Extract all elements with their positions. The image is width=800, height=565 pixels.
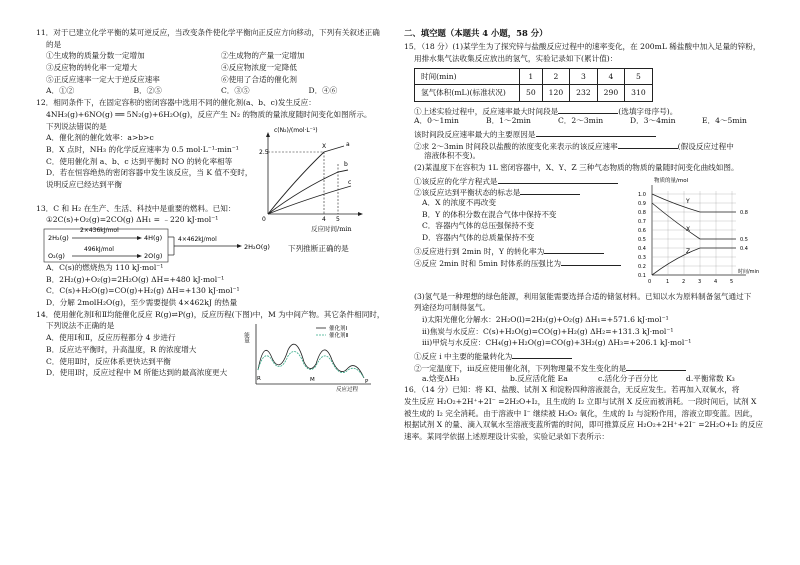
question-14	[36, 309, 396, 393]
q15-graph-right-label: 0.8	[740, 209, 748, 216]
table-cell: 4	[597, 69, 625, 85]
q13-diag-4h: 4H(g)	[144, 234, 163, 242]
q15-graph-ytick: 1.0	[638, 191, 646, 198]
q15-graph-xtick: 5	[730, 278, 734, 285]
q15-data-table	[414, 68, 653, 101]
q11-choice-d: D．④⑥	[308, 86, 338, 96]
q13-diag-l2: 496kJ/mol	[84, 246, 114, 253]
q15-p1b: (选填字母序号)。	[618, 106, 678, 116]
q13-diag-l1: 2×436kJ/mol	[80, 227, 119, 234]
q11-choice-b: B．②⑤	[133, 86, 162, 96]
q16-line-5: 速率。某同学依据上述原理设计实验，实验记录如下表所示：	[404, 431, 610, 441]
q15-s3-opt-b: b.反应活化能 Ea	[510, 373, 568, 383]
q12-graph-xlabel: 反应时间/min	[311, 225, 352, 234]
q12-opt-d-cont: 说明反应已经达到平衡	[46, 179, 122, 189]
q12-opt-b: B．X 点时，NH₃ 的化学反应速率为 0.5 mol·L⁻¹·min⁻¹	[46, 144, 239, 154]
q15-p1-opt-d: D．3～4min	[630, 116, 676, 126]
q15-graph-ytick: 0.6	[638, 227, 646, 234]
answer-blank[interactable]	[558, 105, 618, 114]
q12-graph-ylabel: c(N₂)/(mol·L⁻¹)	[274, 127, 318, 135]
table-cell: 5	[625, 69, 653, 85]
answer-blank[interactable]	[618, 140, 678, 149]
q12-graph-origin: 0	[262, 216, 266, 224]
q14-graph-xlabel: 反应过程	[336, 386, 359, 393]
q15-graph-ylabel: 物质的量/mol	[654, 177, 689, 184]
q12-graph-x1: 4	[322, 216, 326, 224]
answer-blank[interactable]	[536, 128, 656, 137]
q15-reaction-ii: ii)焦炭与水反应：C(s)+H₂O(g)=CO(g)+H₂(g) ΔH₂=+131.3 kJ·mol⁻¹	[422, 326, 674, 336]
q14-opt-a: A．使用Ⅰ和Ⅱ，反应历程都分 4 步进行	[46, 333, 176, 343]
q15-graph-ytick: 0.1	[638, 272, 646, 279]
q12-ask: 下列说法错误的是	[46, 121, 107, 131]
q15-s3c: ①反应 i 中主要的能量转化为	[414, 352, 513, 362]
q15-line-1: 15．（18 分）(1)某学生为了探究锌与盐酸反应过程中的速率变化，在 200mL 稀盐酸中加入足量的锌粉，	[404, 42, 761, 51]
q15-graph-ytick: 0.7	[638, 218, 646, 225]
q15-p1c: 该时间段反应速率最大的主要原因是	[414, 129, 536, 139]
q15-graph-xtick: 2	[682, 278, 686, 285]
q15-graph-ytick: 0.9	[638, 200, 646, 207]
q15-graph-origin: 0	[648, 278, 652, 285]
q14-opt-d: D．使用Ⅰ时，反应过程中 M 所能达到的最高浓度更大	[46, 368, 228, 378]
q13-opt-c: C．C(s)+H₂O(g)=CO(g)+H₂(g) ΔH=+130 kJ·mol⁻¹	[46, 286, 240, 296]
q15-s2c: ③反应进行到 2min 时，Y 的转化率为	[414, 246, 545, 256]
q15-s2-opt-c: C．容器内气体的总压强保持不变	[422, 221, 535, 231]
table-cell: 232	[570, 85, 598, 101]
answer-blank[interactable]	[626, 362, 686, 371]
q15-graph-xtick: 4	[714, 278, 718, 285]
table-cell: 290	[597, 85, 625, 101]
q13-energy-diagram	[44, 227, 284, 263]
answer-blank[interactable]	[498, 175, 618, 184]
table-cell: 1	[520, 69, 543, 85]
q11-stem: 11．对于已建立化学平衡的某可逆反应，当改变条件使化学平衡向正反应方向移动，下列有关叙述正确	[36, 28, 380, 37]
table-header: 时间(min)	[415, 69, 520, 85]
q11-opt: ②生成物的产量一定增加	[221, 51, 305, 61]
q15-s2-opt-b: B．Y 的体积分数在混合气体中保持不变	[422, 209, 557, 219]
q14-legend-cat2: 催化剂Ⅱ	[329, 332, 349, 339]
q14-stem: 14．使用催化剂Ⅰ和Ⅱ均能催化反应 R(g)⇌P(g)，反应历程(下图)中，M 为中间产物。其它条件相同时，	[36, 309, 385, 319]
q14-graph-ylabel: 能量	[243, 331, 249, 343]
q14-graph-r: R	[257, 375, 261, 382]
answer-blank[interactable]	[561, 257, 621, 266]
q15-graph-right-label: 0.4	[740, 245, 748, 252]
q15-line-2: 用排水集气法收集反应放出的氢气，实验记录如下(累计值)：	[414, 53, 618, 63]
q15-graph-ytick: 0.5	[638, 236, 646, 243]
q13-diag-h2: 2H₂(g)	[48, 234, 69, 242]
answer-blank[interactable]	[544, 245, 604, 254]
q15-s2a: ①该反应的化学方程式是	[414, 176, 498, 186]
q15-graph-ytick: 0.2	[638, 263, 646, 270]
q13-opt-d: D．分解 2molH₂O(g)，至少需要提供 4×462kJ 的热量	[46, 298, 238, 308]
q16-line-4: 根据试剂 X 的量、滴入双氧水至溶液变蓝所需的时间，即可推算反应 H₂O₂+2H⁺+2I⁻ =2H₂O+I₂ 的反应	[404, 420, 763, 430]
question-16	[404, 385, 774, 443]
q15-s2-opt-d: D．容器内气体的总质量保持不变	[422, 233, 535, 243]
table-cell: 120	[542, 85, 570, 101]
q14-energy-profile	[243, 320, 376, 393]
q15-p1: ①上述实验过程中，反应速率最大时间段是	[414, 106, 559, 116]
q15-reaction-i: i)太阳光催化分解水：2H₂O(l)=2H₂(g)+O₂(g) ΔH₁=+571.6 kJ·mol⁻¹	[422, 315, 669, 325]
q15-graph-ytick: 0.8	[638, 209, 646, 216]
q13-diag-o2: O₂(g)	[48, 252, 65, 260]
q14-legend-cat1: 催化剂Ⅰ	[329, 325, 348, 332]
q15-s3d: ②一定温度下，iii反应使用催化剂，下列物理量不发生变化的是	[414, 363, 627, 373]
q15-graph-right-label: 0.5	[740, 236, 748, 243]
q15-p1-opt-e: E．4～5min	[702, 116, 747, 126]
q15-s3: (3)氢气是一种理想的绿色能源，利用氢能需要选择合适的储氢材料。已知以水为原料制备氢气通过下	[414, 291, 752, 301]
q12-graph-label-b: b	[344, 161, 348, 169]
q14-ask: 下列说法不正确的是	[46, 321, 115, 331]
q11-opt: ⑥使用了合适的催化剂	[221, 74, 297, 84]
q12-graph	[256, 124, 366, 224]
q15-p1-opt-c: C．2～3min	[558, 116, 604, 126]
q12-graph-label-a: a	[346, 141, 350, 149]
q13-diag-2h2o: 2H₂O(g)	[244, 243, 270, 251]
q15-p1-opt-b: B．1～2min	[486, 116, 531, 126]
q15-graph-xlabel: 时间/min	[738, 268, 760, 275]
q14-opt-c: C．使用Ⅱ时，反应体系更快达到平衡	[46, 356, 171, 366]
q15-p2c: 溶液体积不变)。	[424, 151, 481, 161]
section-2-title: 二、填空题（本题共 4 小题，58 分）	[404, 28, 548, 38]
q12-opt-d: D．若在恒容绝热的密闭容器中发生该反应，当 K 值不变时，	[46, 168, 253, 178]
q12-opt-a: A．催化剂的催化效率：a>b>c	[46, 133, 154, 143]
q13-stem: 13．C 和 H₂ 在生产、生活、科技中是重要的燃料。已知：	[36, 203, 236, 213]
q15-graph-xtick: 3	[698, 278, 702, 285]
q13-eq1: ①2C(s)+O₂(g)=2CO(g) ΔH₁ = ﹣220 kJ·mol⁻¹	[46, 215, 219, 225]
left-column	[36, 28, 396, 393]
table-cell: 2	[542, 69, 570, 85]
q14-graph-p: P	[365, 378, 369, 385]
q15-reaction-iii: iii)甲烷与水反应：CH₄(g)+H₂O(g)=CO(g)+3H₂(g) ΔH₃=+206.1 kJ·mol⁻¹	[422, 338, 692, 348]
q11-opt: ⑤正反应速率一定大于逆反应速率	[46, 74, 160, 84]
table-row	[415, 85, 653, 101]
q15-graph-label-y: Y	[686, 197, 690, 205]
answer-blank[interactable]	[512, 350, 572, 359]
table-row	[415, 69, 653, 85]
q12-graph-x2: 5	[336, 216, 340, 224]
q11-choice-a: A．①②	[46, 86, 75, 96]
q15-s2b: ②该反应达到平衡状态的标志是	[414, 188, 521, 198]
table-cell: 50	[520, 85, 543, 101]
q16-line-1: 16．（14 分）已知：将 KI、盐酸、试剂 X 和淀粉四种溶液混合，无反应发生。若再加入双氧水，将	[404, 385, 740, 395]
q15-graph-label-x: X	[686, 225, 691, 233]
table-header: 氢气体积(mL)(标准状况)	[415, 85, 520, 101]
q15-s3b: 列途径均可制得氢气。	[414, 303, 490, 313]
q11-choice-c: C．③⑤	[221, 86, 250, 96]
q15-p1-opt-a: A．0～1min	[414, 116, 459, 126]
q11-opt: ①生成物的质量分数一定增加	[46, 51, 145, 61]
q11-opt: ④反应物浓度一定降低	[221, 63, 297, 73]
q15-graph-ytick: 0.3	[638, 254, 646, 261]
q14-graph-m: M	[310, 376, 315, 383]
q15-graph-ytick: 0.4	[638, 245, 646, 252]
question-11	[36, 28, 396, 98]
q16-line-3: 被生成的 I₂ 完全消耗。由于溶液中 I⁻ 继续被 H₂O₂ 氧化，生成的 I₂ 与淀粉作用，溶液立即变蓝。因此，	[404, 408, 758, 418]
q13-diag-l3: 4×462kJ/mol	[178, 236, 217, 243]
q12-opt-c: C．使用催化剂 a、b、c 达到平衡时 NO 的转化率相等	[46, 156, 233, 166]
question-15	[404, 42, 774, 385]
table-cell: 310	[625, 85, 653, 101]
q13-ask: 下列推断正确的是	[288, 244, 349, 253]
q12-graph-label-c: c	[348, 179, 352, 187]
q13-opt-a: A．C(s)的燃烧热为 110 kJ·mol⁻¹	[46, 263, 164, 272]
q15-graph-xtick: 1	[666, 278, 670, 285]
q13-diag-2o: 2O(g)	[144, 252, 163, 260]
q15-s3-opt-a: a.焓变ΔH₃	[422, 373, 460, 383]
q12-graph-y1: 2.5	[259, 149, 269, 157]
q15-s2d: ④反应 2min 时和 5min 时体系的压强比为	[414, 258, 562, 268]
q15-s2: (2)某温度下在容积为 1L 密闭容器中，X、Y、Z 三种气态物质的物质的量随时间变化曲线如图。	[414, 163, 739, 173]
q15-p2: ②求 2～3min 时间段以盐酸的浓度变化来表示的该反应速率	[414, 141, 618, 151]
q12-graph-point-x: X	[322, 143, 327, 151]
q15-graph-label-z: Z	[686, 247, 691, 255]
q13-opt-b: B．2H₂(g)+O₂(g)=2H₂O(g) ΔH=+480 kJ·mol⁻¹	[46, 274, 225, 284]
table-cell: 3	[570, 69, 598, 85]
q15-p2b: (假设反应过程中	[677, 141, 734, 151]
q15-xyz-graph	[636, 175, 771, 287]
q16-line-2: 发生反应 H₂O₂+2H⁺+2I⁻ =2H₂O+I₂，且生成的 I₂ 立即与试剂 X 反应而被消耗。一段时间后，试剂 X	[404, 396, 757, 406]
q15-s2-opt-a: A．X 的浓度不再改变	[422, 198, 497, 208]
q15-s3-opt-d: d.平衡常数 K₃	[686, 373, 735, 383]
right-column	[404, 28, 774, 444]
q12-stem: 12．相同条件下，在固定容积的密闭容器中选用不同的催化剂(a、b、c)发生反应：	[36, 98, 316, 108]
q11-stem-2: 的是	[46, 39, 62, 49]
q12-equation: 4NH₃(g)+6NO(g) ══ 5N₂(g)+6H₂O(g)，反应产生 N₂ 的物质的量浓度随时间变化如图所示。	[46, 109, 372, 119]
q11-opt: ③反应物的转化率一定增大	[46, 63, 138, 73]
q15-s3-opt-c: c.活化分子百分比	[598, 373, 658, 383]
answer-blank[interactable]	[520, 186, 580, 195]
q14-opt-b: B．反应达平衡时，升高温度，R 的浓度增大	[46, 344, 197, 354]
